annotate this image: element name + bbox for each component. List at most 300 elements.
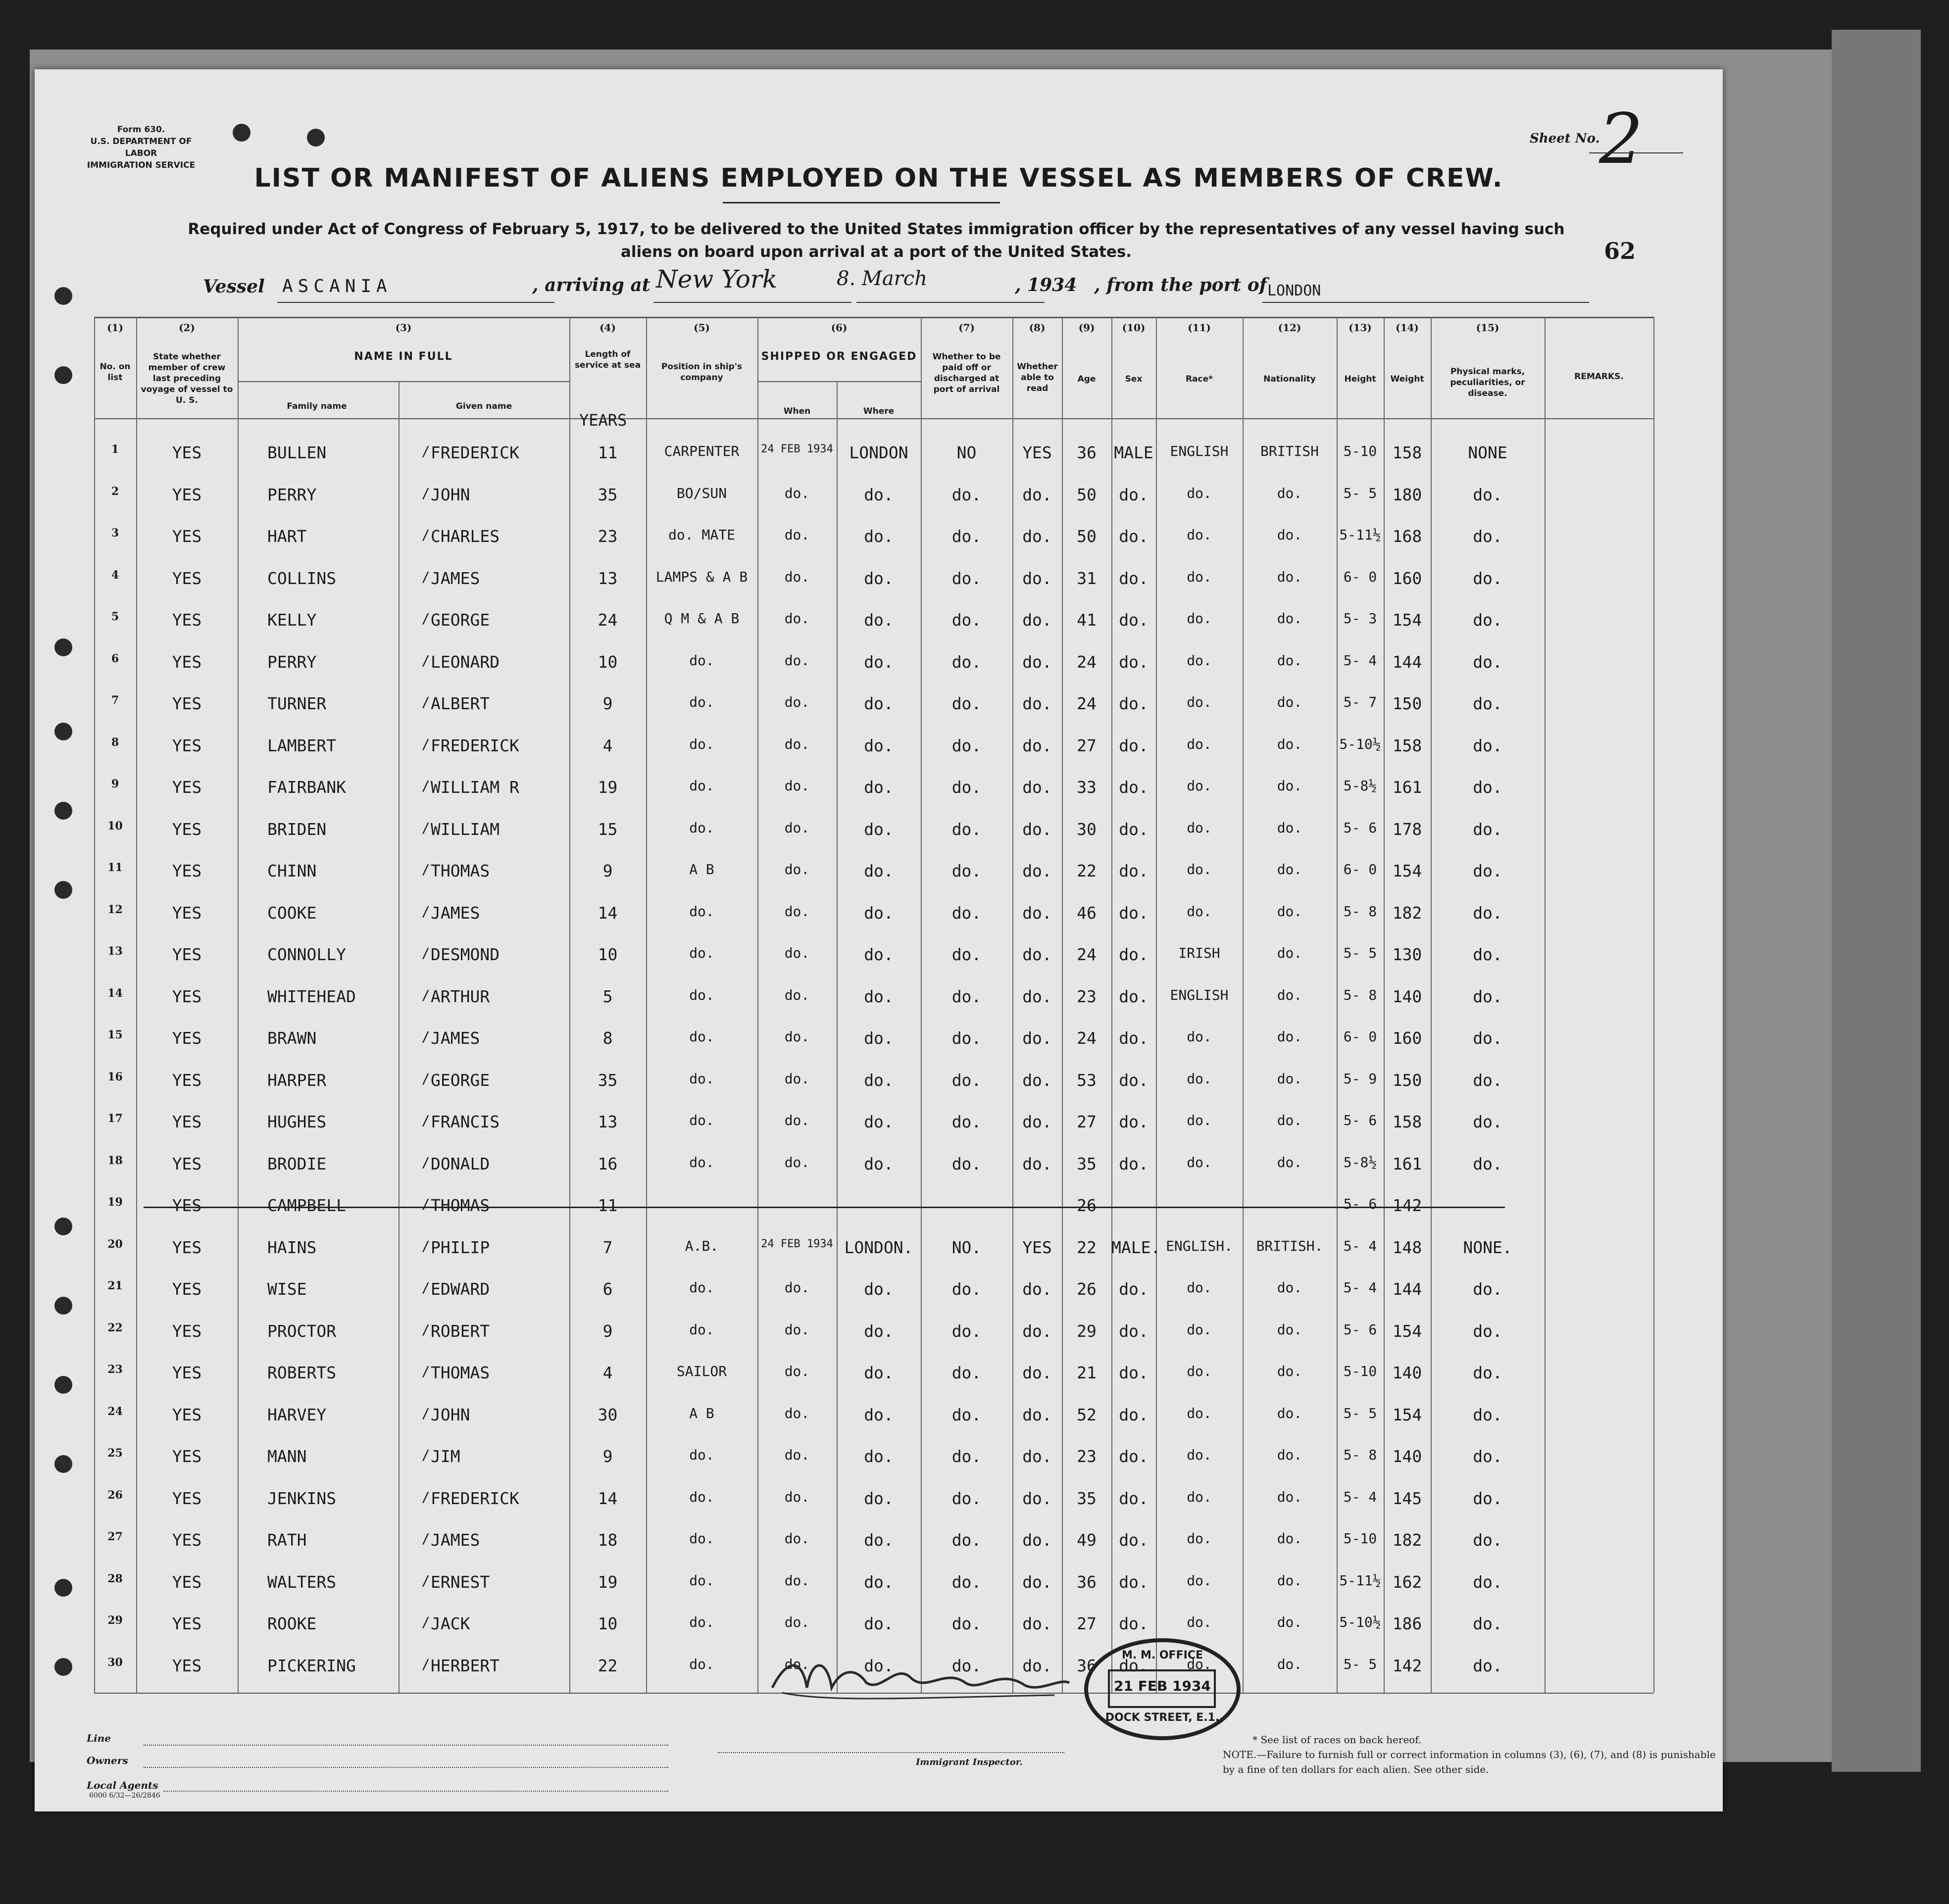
cell-sex: do. — [1119, 569, 1149, 588]
cell-paid-off: do. — [951, 1363, 982, 1382]
column-number: (9) — [1078, 322, 1095, 334]
cell-able-to-read: do. — [1022, 1071, 1052, 1090]
table-row — [35, 987, 1723, 1025]
cell-given-name: WILLIAM R — [431, 778, 519, 797]
cell-race: do. — [1187, 1112, 1212, 1128]
cell-engaged-when: do. — [784, 1279, 810, 1296]
cell-nationality: do. — [1277, 1154, 1302, 1171]
cell-previous-voyage: YES — [172, 1489, 202, 1508]
cell-age: 23 — [1077, 1447, 1097, 1466]
cell-nationality: do. — [1277, 1112, 1302, 1128]
cell-nationality: do. — [1277, 1405, 1302, 1421]
inspector-signature — [767, 1648, 1074, 1715]
cell-weight: 144 — [1392, 1279, 1422, 1299]
column-number: (3) — [395, 322, 412, 334]
cell-previous-voyage: YES — [172, 1614, 202, 1633]
cell-previous-voyage: YES — [172, 736, 202, 755]
column-number: (10) — [1122, 322, 1146, 334]
cell-sex: do. — [1119, 945, 1149, 964]
cell-years-at-sea: 19 — [598, 778, 618, 797]
backing-sheet-edge — [1832, 30, 1921, 1772]
cell-height: 5- 9 — [1343, 1071, 1377, 1087]
cell-weight: 142 — [1392, 1656, 1422, 1675]
table-row — [35, 1279, 1723, 1318]
cell-age: 27 — [1077, 1112, 1097, 1131]
cell-weight: 150 — [1392, 694, 1422, 713]
cell-family-name: MANN — [267, 1447, 307, 1466]
header-remarks: REMARKS. — [1574, 372, 1624, 382]
cell-row-number: 30 — [107, 1656, 123, 1669]
table-row — [35, 610, 1723, 649]
cell-previous-voyage: YES — [172, 1071, 202, 1090]
cell-sex: do. — [1119, 861, 1149, 880]
stamp-date: 21 FEB 1934 — [1114, 1678, 1211, 1694]
cell-given-name: WILLIAM — [431, 820, 500, 839]
cell-engaged-where: do. — [864, 1028, 894, 1048]
cell-row-number: 29 — [107, 1614, 123, 1627]
cell-engaged-when: 24 FEB 1934 — [761, 1238, 833, 1250]
cell-age: 53 — [1077, 1071, 1097, 1090]
cell-engaged-when: do. — [784, 987, 810, 1003]
cell-paid-off: do. — [951, 1279, 982, 1299]
cell-given-name: ROBERT — [431, 1321, 490, 1341]
cell-engaged-where: do. — [864, 1071, 894, 1090]
cell-row-number: 26 — [107, 1489, 123, 1502]
cell-able-to-read: do. — [1022, 1321, 1052, 1341]
cell-age: 26 — [1077, 1196, 1097, 1215]
check-tick-icon: / — [421, 485, 430, 501]
cell-position: do. — [689, 1530, 714, 1547]
cell-paid-off: do. — [951, 945, 982, 964]
header-weight: Weight — [1390, 374, 1424, 384]
cell-weight: 130 — [1392, 945, 1422, 964]
cell-physical-marks: do. — [1473, 1363, 1502, 1382]
cell-weight: 161 — [1392, 1154, 1422, 1173]
cell-given-name: GEORGE — [431, 610, 490, 630]
cell-height: 5-10 — [1343, 443, 1377, 459]
cell-weight: 161 — [1392, 778, 1422, 797]
cell-nationality: do. — [1277, 485, 1302, 501]
cell-position: do. — [689, 1489, 714, 1505]
cell-able-to-read: do. — [1022, 945, 1052, 964]
table-row — [35, 1572, 1723, 1611]
document-title: LIST OR MANIFEST OF ALIENS EMPLOYED ON THE VESSEL AS MEMBERS OF CREW. — [254, 163, 1503, 193]
cell-row-number: 23 — [107, 1363, 123, 1376]
table-row — [35, 945, 1723, 983]
cell-physical-marks: do. — [1473, 1071, 1502, 1090]
cell-years-at-sea: 10 — [598, 945, 618, 964]
cell-engaged-where: do. — [864, 1530, 894, 1550]
cell-weight: 154 — [1392, 610, 1422, 630]
check-tick-icon: / — [421, 1530, 430, 1547]
cell-previous-voyage: YES — [172, 1447, 202, 1466]
table-row — [35, 485, 1723, 524]
cell-years-at-sea: 10 — [598, 1614, 618, 1633]
cell-family-name: LAMBERT — [267, 736, 337, 755]
cell-position: Q M & A B — [664, 610, 740, 627]
cell-weight: 180 — [1392, 485, 1422, 504]
header-when: When — [783, 406, 811, 416]
cell-race: do. — [1187, 1071, 1212, 1087]
cell-previous-voyage: YES — [172, 1112, 202, 1131]
check-tick-icon: / — [421, 1112, 430, 1128]
table-row — [35, 736, 1723, 775]
from-port: LONDON — [1267, 282, 1321, 299]
cell-nationality: do. — [1277, 736, 1302, 752]
cell-given-name: THOMAS — [431, 1363, 490, 1382]
cell-position: do. — [689, 736, 714, 752]
cell-previous-voyage: YES — [172, 527, 202, 546]
cell-race: do. — [1187, 736, 1212, 752]
cell-nationality: do. — [1277, 1530, 1302, 1547]
cell-row-number: 20 — [107, 1238, 123, 1251]
cell-given-name: HERBERT — [431, 1656, 500, 1675]
manifest-page — [35, 69, 1723, 1811]
cell-position: do. — [689, 1656, 714, 1672]
table-row — [35, 1196, 1723, 1234]
cell-paid-off: do. — [951, 736, 982, 755]
cell-engaged-when: do. — [784, 1405, 810, 1421]
cell-given-name: JAMES — [431, 1530, 480, 1550]
cell-height: 5-8½ — [1343, 1154, 1377, 1171]
header-years: YEARS — [579, 411, 627, 430]
cell-row-number: 21 — [107, 1279, 123, 1292]
cell-engaged-where: do. — [864, 569, 894, 588]
cell-engaged-when: do. — [784, 1447, 810, 1463]
header-position: Position in ship's company — [661, 362, 743, 383]
header-length-of-service: Length of service at sea — [574, 349, 641, 370]
cell-paid-off: do. — [951, 861, 982, 880]
footer-owners-label: Owners — [87, 1755, 128, 1766]
table-row — [35, 778, 1723, 816]
header-nationality: Nationality — [1263, 374, 1316, 384]
page-code: 62 — [1604, 238, 1636, 264]
cell-position: CARPENTER — [664, 443, 740, 459]
from-port-label: , from the port of — [1094, 275, 1267, 295]
binder-hole — [233, 124, 250, 142]
cell-able-to-read: do. — [1022, 1028, 1052, 1048]
cell-engaged-when: do. — [784, 485, 810, 501]
cell-position: do. — [689, 1154, 714, 1171]
cell-able-to-read: YES — [1022, 443, 1052, 462]
cell-engaged-when: do. — [784, 1321, 810, 1338]
cell-age: 24 — [1077, 694, 1097, 713]
header-name-in-full: NAME IN FULL — [354, 350, 453, 363]
cell-engaged-when: do. — [784, 1363, 810, 1379]
cell-previous-voyage: YES — [172, 1279, 202, 1299]
cell-family-name: HUGHES — [267, 1112, 327, 1131]
column-number: (14) — [1396, 322, 1419, 334]
cell-years-at-sea: 35 — [598, 1071, 618, 1090]
cell-row-number: 15 — [107, 1028, 123, 1041]
cell-able-to-read: do. — [1022, 861, 1052, 880]
cell-engaged-where: do. — [864, 485, 894, 504]
cell-paid-off: do. — [951, 1405, 982, 1424]
cell-paid-off: do. — [951, 1447, 982, 1466]
fine-note: NOTE.—Failure to furnish full or correct information in columns (3), (6), (7), and (8) is punishable by a fine of ten dollars for each alien. See other side. — [1223, 1749, 1716, 1775]
cell-age: 33 — [1077, 778, 1097, 797]
subtitle-line-2: aliens on board upon arrival at a port of the United States. — [620, 243, 1132, 261]
cell-years-at-sea: 9 — [602, 1321, 613, 1341]
cell-paid-off: do. — [951, 527, 982, 546]
cell-race: do. — [1187, 778, 1212, 794]
cell-previous-voyage: YES — [172, 1530, 202, 1550]
check-tick-icon: / — [421, 1071, 430, 1087]
cell-position: do. — [689, 987, 714, 1003]
header-no-on-list: No. on list — [100, 362, 131, 383]
cell-weight: 158 — [1392, 443, 1422, 462]
cell-previous-voyage: YES — [172, 485, 202, 504]
races-note: * See list of races on back hereof. — [1252, 1734, 1422, 1746]
cell-sex: do. — [1119, 1071, 1149, 1090]
header-sex: Sex — [1125, 374, 1143, 384]
cell-previous-voyage: YES — [172, 569, 202, 588]
cell-engaged-when: do. — [784, 694, 810, 710]
cell-previous-voyage: YES — [172, 1572, 202, 1592]
cell-previous-voyage: YES — [172, 1363, 202, 1382]
sheet-label: Sheet No. — [1530, 131, 1600, 146]
cell-family-name: CHINN — [267, 861, 317, 880]
table-row — [35, 443, 1723, 482]
cell-given-name: CHARLES — [431, 527, 500, 546]
cell-years-at-sea: 9 — [602, 694, 613, 713]
vessel-name: ASCANIA — [282, 276, 392, 296]
cell-sex: do. — [1119, 987, 1149, 1006]
cell-race: do. — [1187, 1572, 1212, 1589]
cell-weight: 154 — [1392, 1321, 1422, 1341]
cell-physical-marks: do. — [1473, 1279, 1502, 1299]
cell-given-name: EDWARD — [431, 1279, 490, 1299]
cell-height: 6- 0 — [1343, 861, 1377, 878]
cell-sex: do. — [1119, 1489, 1149, 1508]
cell-paid-off: do. — [951, 1112, 982, 1131]
cell-engaged-when: do. — [784, 1656, 810, 1672]
cell-family-name: KELLY — [267, 610, 317, 630]
cell-engaged-when: do. — [784, 1071, 810, 1087]
cell-engaged-where: do. — [864, 903, 894, 923]
cell-age: 41 — [1077, 610, 1097, 630]
check-tick-icon: / — [421, 1363, 430, 1379]
cell-nationality: BRITISH. — [1256, 1238, 1323, 1254]
cell-sex: do. — [1119, 1656, 1149, 1675]
cell-nationality: BRITISH — [1260, 443, 1319, 459]
cell-sex: do. — [1119, 778, 1149, 797]
header-paid-off: Whether to be paid off or discharged at port of arrival — [932, 352, 1001, 394]
cell-given-name: JACK — [431, 1614, 470, 1633]
check-tick-icon: / — [421, 1656, 430, 1672]
cell-paid-off: do. — [951, 778, 982, 797]
cell-engaged-where: do. — [864, 1363, 894, 1382]
cell-family-name: PERRY — [267, 485, 317, 504]
cell-given-name: THOMAS — [431, 861, 490, 880]
cell-age: 36 — [1077, 1656, 1097, 1675]
cell-physical-marks: NONE. — [1463, 1238, 1512, 1257]
header-given-name: Given name — [455, 401, 512, 411]
cell-engaged-when: do. — [784, 1028, 810, 1045]
header-race: Race* — [1185, 374, 1213, 384]
cell-family-name: ROBERTS — [267, 1363, 337, 1382]
cell-years-at-sea: 15 — [598, 820, 618, 839]
cell-race: do. — [1187, 1279, 1212, 1296]
cell-sex: do. — [1119, 1405, 1149, 1424]
cell-race: do. — [1187, 694, 1212, 710]
cell-sex: do. — [1119, 694, 1149, 713]
cell-height: 5- 3 — [1343, 610, 1377, 627]
cell-race: IRISH — [1178, 945, 1220, 961]
cell-family-name: PERRY — [267, 652, 317, 672]
cell-height: 5- 5 — [1343, 485, 1377, 501]
header-family-name: Family name — [287, 401, 347, 411]
cell-engaged-where: do. — [864, 1154, 894, 1173]
cell-row-number: 1 — [111, 443, 119, 456]
cell-race: do. — [1187, 1363, 1212, 1379]
check-tick-icon: / — [421, 945, 430, 961]
cell-engaged-where: do. — [864, 610, 894, 630]
sheet-number-rule — [1589, 152, 1683, 153]
check-tick-icon: / — [421, 1154, 430, 1171]
cell-paid-off: do. — [951, 1572, 982, 1592]
subtitle-line-1: Required under Act of Congress of February 5, 1917, to be delivered to the United States immigration officer by the representatives of any vessel having such — [188, 220, 1565, 238]
check-tick-icon: / — [421, 1489, 430, 1505]
cell-engaged-where: do. — [864, 861, 894, 880]
cell-able-to-read: do. — [1022, 569, 1052, 588]
check-tick-icon: / — [421, 987, 430, 1003]
cell-sex: do. — [1119, 1530, 1149, 1550]
cell-family-name: HARPER — [267, 1071, 327, 1090]
check-tick-icon: / — [421, 1447, 430, 1463]
cell-previous-voyage: YES — [172, 903, 202, 923]
cell-position: do. — [689, 1028, 714, 1045]
cell-given-name: ERNEST — [431, 1572, 490, 1592]
cell-sex: do. — [1119, 1154, 1149, 1173]
cell-physical-marks: do. — [1473, 527, 1502, 546]
stamp-bottom-text: DOCK STREET, E.1. — [1105, 1711, 1220, 1724]
check-tick-icon: / — [421, 820, 430, 836]
cell-family-name: WISE — [267, 1279, 307, 1299]
cell-engaged-where: do. — [864, 778, 894, 797]
header-physical-marks: Physical marks, peculiarities, or disease. — [1450, 367, 1525, 398]
cell-nationality: do. — [1277, 527, 1302, 543]
cell-years-at-sea: 8 — [602, 1028, 613, 1048]
cell-age: 52 — [1077, 1405, 1097, 1424]
cell-years-at-sea: 13 — [598, 1112, 618, 1131]
table-row — [35, 1405, 1723, 1444]
table-row — [35, 1363, 1723, 1402]
cell-age: 36 — [1077, 1572, 1097, 1592]
cell-paid-off: do. — [951, 1154, 982, 1173]
table-row — [35, 1154, 1723, 1193]
cell-physical-marks: do. — [1473, 1112, 1502, 1131]
table-row — [35, 903, 1723, 942]
column-number: (15) — [1476, 322, 1499, 334]
cell-previous-voyage: YES — [172, 652, 202, 672]
cell-given-name: THOMAS — [431, 1196, 490, 1215]
check-tick-icon: / — [421, 443, 430, 459]
cell-able-to-read: do. — [1022, 736, 1052, 755]
cell-height: 5- 6 — [1343, 1196, 1377, 1212]
column-number: (5) — [694, 322, 710, 334]
cell-weight: 144 — [1392, 652, 1422, 672]
cell-height: 5- 6 — [1343, 1321, 1377, 1338]
binder-hole — [307, 129, 325, 146]
cell-nationality: do. — [1277, 1572, 1302, 1589]
cell-weight: 158 — [1392, 736, 1422, 755]
cell-physical-marks: do. — [1473, 903, 1502, 923]
cell-engaged-when: do. — [784, 1572, 810, 1589]
cell-race: ENGLISH. — [1166, 1238, 1233, 1254]
column-number: (11) — [1188, 322, 1211, 334]
cell-family-name: PICKERING — [267, 1656, 356, 1675]
table-row — [35, 652, 1723, 691]
cell-years-at-sea: 19 — [598, 1572, 618, 1592]
arrival-year: , 1934 — [1015, 275, 1077, 295]
cell-sex: do. — [1119, 485, 1149, 504]
cell-sex: do. — [1119, 610, 1149, 630]
cell-given-name: FREDERICK — [431, 443, 519, 462]
cell-race: ENGLISH — [1170, 987, 1229, 1003]
column-number: (12) — [1278, 322, 1301, 334]
header-previous-voyage: State whether member of crew last preceding voyage of vessel to U. S. — [141, 352, 233, 405]
table-row — [35, 1238, 1723, 1276]
cell-race: do. — [1187, 1154, 1212, 1171]
cell-race: do. — [1187, 610, 1212, 627]
column-number: (6) — [831, 322, 848, 334]
header-bottom-rule — [94, 418, 1653, 419]
cell-sex: do. — [1119, 1112, 1149, 1131]
cell-nationality: do. — [1277, 652, 1302, 669]
cell-height: 5- 5 — [1343, 1405, 1377, 1421]
cell-engaged-where: do. — [864, 1279, 894, 1299]
footer-agents-label: Local Agents — [87, 1779, 158, 1791]
cell-nationality: do. — [1277, 987, 1302, 1003]
cell-given-name: FREDERICK — [431, 736, 519, 755]
footer-owners-rule — [144, 1767, 668, 1768]
check-tick-icon: / — [421, 1321, 430, 1338]
cell-previous-voyage: YES — [172, 443, 202, 462]
check-tick-icon: / — [421, 861, 430, 878]
cell-able-to-read: do. — [1022, 527, 1052, 546]
cell-age: 24 — [1077, 1028, 1097, 1048]
cell-race: do. — [1187, 569, 1212, 585]
cell-given-name: DESMOND — [431, 945, 500, 964]
cell-engaged-when: do. — [784, 861, 810, 878]
cell-able-to-read: do. — [1022, 820, 1052, 839]
cell-paid-off: do. — [951, 652, 982, 672]
cell-engaged-where: LONDON. — [844, 1238, 913, 1257]
cell-family-name: BRIDEN — [267, 820, 327, 839]
print-code: 6000 6/32—26/2846 — [89, 1792, 160, 1800]
table-row — [35, 820, 1723, 858]
cell-able-to-read: do. — [1022, 903, 1052, 923]
cell-engaged-when: do. — [784, 1154, 810, 1171]
cell-nationality: do. — [1277, 1614, 1302, 1630]
cell-row-number: 18 — [107, 1154, 123, 1167]
cell-engaged-when: do. — [784, 778, 810, 794]
check-tick-icon: / — [421, 1572, 430, 1589]
cell-physical-marks: do. — [1473, 820, 1502, 839]
cell-position: LAMPS & A B — [655, 569, 748, 585]
cell-position: do. — [689, 778, 714, 794]
cell-position: do. — [689, 820, 714, 836]
check-tick-icon: / — [421, 1238, 430, 1254]
cell-engaged-where: do. — [864, 1112, 894, 1131]
cell-family-name: HARVEY — [267, 1405, 327, 1424]
cell-previous-voyage: YES — [172, 1196, 202, 1215]
cell-row-number: 28 — [107, 1572, 123, 1585]
table-row — [35, 694, 1723, 732]
cell-able-to-read: do. — [1022, 1656, 1052, 1675]
cell-years-at-sea: 9 — [602, 861, 613, 880]
